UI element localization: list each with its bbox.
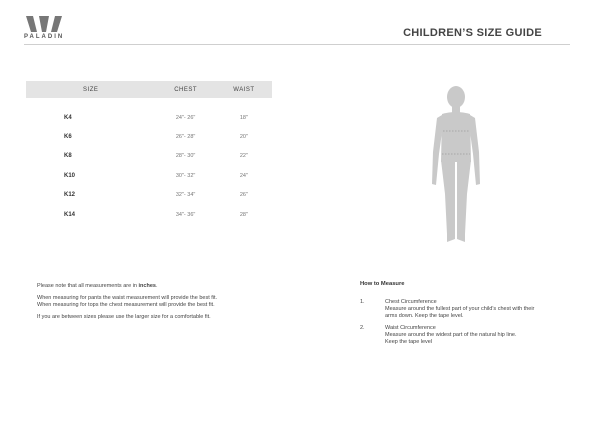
table-row <box>26 98 272 127</box>
size-cell: K4 <box>64 114 72 121</box>
note-pants: When measuring for pants the waist measurement will provide the best fit. <box>37 295 218 301</box>
child-body-figure-icon <box>420 84 492 248</box>
how-to-measure-section <box>360 281 575 351</box>
header-divider <box>24 44 570 45</box>
note-tops: When measuring for tops the chest measurement will provide the best fit. <box>37 302 215 308</box>
note-between-sizes: If you are between sizes please use the larger size for a comfortable fit. <box>37 314 211 320</box>
page-title: CHILDREN’S SIZE GUIDE <box>403 27 542 39</box>
table-row <box>26 186 272 205</box>
table-row <box>26 166 272 185</box>
table-row <box>26 127 272 146</box>
column-header-chest: CHEST <box>155 81 215 98</box>
note-units-emphasis: inches <box>138 283 156 289</box>
chest-cell: 32"- 34" <box>175 192 196 199</box>
section-heading: How to Measure <box>360 281 405 287</box>
table-row <box>26 147 272 166</box>
waist-cell: 26" <box>239 192 248 199</box>
item-title: Waist Circumference <box>385 325 436 331</box>
list-item <box>360 299 575 320</box>
size-table <box>26 81 272 224</box>
paladin-logo-icon <box>24 14 64 34</box>
waist-cell: 24" <box>239 172 248 179</box>
note-units: Please note that all measurements are in inches. <box>37 283 158 289</box>
column-header-waist: WAIST <box>216 81 272 98</box>
note-fit <box>37 295 297 309</box>
table-header-row <box>26 81 272 98</box>
size-cell: K12 <box>64 192 76 199</box>
chest-cell: 30"- 32" <box>175 172 196 179</box>
waist-cell: 18" <box>239 114 248 121</box>
waist-cell: 28" <box>239 211 248 218</box>
table-row <box>26 205 272 224</box>
size-cell: K10 <box>64 172 76 179</box>
item-title: Chest Circumference <box>385 299 437 305</box>
chest-cell: 24"- 26" <box>175 114 196 121</box>
item-text: Measure around the fullest part of your child’s chest with their <box>385 306 535 312</box>
size-cell: K8 <box>64 153 72 160</box>
item-text: arms down. Keep the tape level. <box>385 313 464 319</box>
list-item <box>360 325 575 346</box>
chest-cell: 34"- 36" <box>175 211 196 218</box>
size-cell: K6 <box>64 134 72 141</box>
item-number: 2. <box>360 325 365 331</box>
column-header-size: SIZE <box>26 81 155 98</box>
waist-cell: 22" <box>239 153 248 160</box>
chest-cell: 28"- 30" <box>175 153 196 160</box>
size-cell: K14 <box>64 211 76 218</box>
item-text: Measure around the widest part of the natural hip line. <box>385 332 517 338</box>
waist-cell: 20" <box>239 134 248 141</box>
chest-cell: 26"- 28" <box>175 134 196 141</box>
measurement-notes <box>37 283 297 326</box>
brand-name: PALADIN <box>24 34 65 40</box>
item-text: Keep the tape level <box>385 339 433 345</box>
item-number: 1. <box>360 299 365 305</box>
